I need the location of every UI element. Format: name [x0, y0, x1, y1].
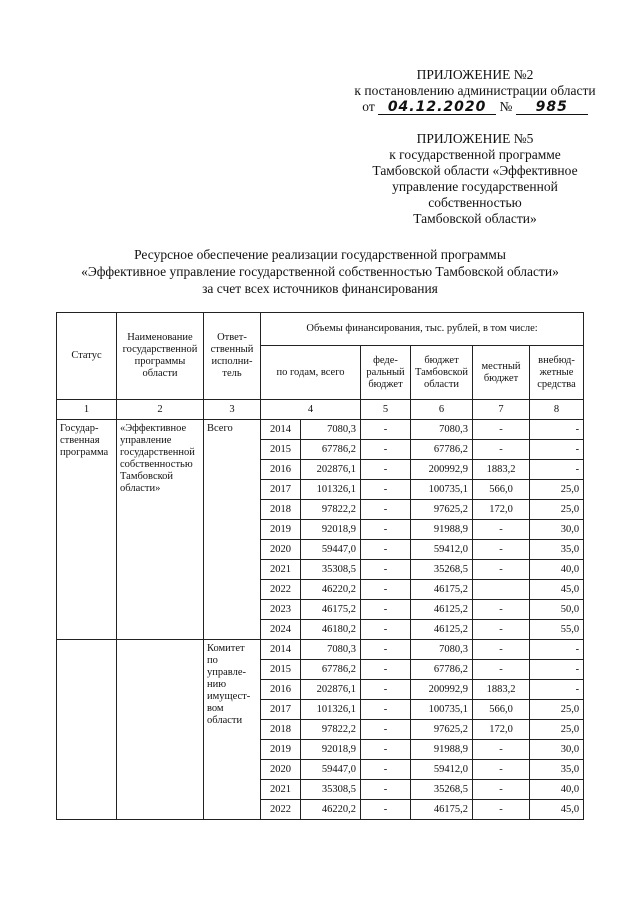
local-cell: - — [473, 520, 530, 540]
total-cell: 46175,2 — [301, 600, 361, 620]
title-line-3: за счет всех источников финансирования — [202, 281, 438, 296]
extra-cell: 25,0 — [530, 720, 584, 740]
year-cell: 2018 — [261, 500, 301, 520]
executor-cell: Комитет по управле- нию имущест- вом области — [204, 640, 261, 820]
total-cell: 7080,3 — [301, 640, 361, 660]
extra-cell: - — [530, 660, 584, 680]
regional-cell: 200992,9 — [411, 460, 473, 480]
appendix-5-header — [330, 131, 620, 227]
regional-cell: 200992,9 — [411, 680, 473, 700]
extra-cell: 25,0 — [530, 700, 584, 720]
extra-cell: - — [530, 420, 584, 440]
table-row — [57, 420, 584, 440]
col-number: 4 — [261, 400, 361, 420]
regional-cell: 46175,2 — [411, 580, 473, 600]
funding-table-body — [57, 420, 584, 820]
number-prefix: № — [499, 99, 513, 114]
regional-cell: 67786,2 — [411, 440, 473, 460]
federal-cell: - — [361, 760, 411, 780]
regional-cell: 35268,5 — [411, 560, 473, 580]
federal-cell: - — [361, 740, 411, 760]
total-cell: 46180,2 — [301, 620, 361, 640]
year-cell: 2024 — [261, 620, 301, 640]
local-cell: - — [473, 760, 530, 780]
year-cell: 2014 — [261, 640, 301, 660]
title-line-2: «Эффективное управление государственной собственностью Тамбовской области» — [81, 264, 559, 279]
status-cell: Государ- ственная программа — [57, 420, 117, 640]
local-cell: - — [473, 660, 530, 680]
regional-cell: 46125,2 — [411, 620, 473, 640]
extra-cell: 35,0 — [530, 540, 584, 560]
regional-cell: 46125,2 — [411, 600, 473, 620]
local-cell: - — [473, 620, 530, 640]
regional-cell: 100735,1 — [411, 700, 473, 720]
appendix-5-title: ПРИЛОЖЕНИЕ №5 — [416, 131, 534, 146]
year-cell: 2020 — [261, 760, 301, 780]
local-cell: - — [473, 780, 530, 800]
total-cell: 59447,0 — [301, 760, 361, 780]
column-numbers-row — [57, 400, 584, 420]
year-cell: 2015 — [261, 660, 301, 680]
appendix-2-title: ПРИЛОЖЕНИЕ №2 — [416, 67, 534, 82]
extra-cell: 45,0 — [530, 580, 584, 600]
header-executor: Ответ- ственный исполни- тель — [204, 313, 261, 400]
col-number: 8 — [530, 400, 584, 420]
total-cell: 7080,3 — [301, 420, 361, 440]
program-name-cell — [117, 640, 204, 820]
year-cell: 2021 — [261, 560, 301, 580]
local-cell — [473, 580, 530, 600]
extra-cell: - — [530, 680, 584, 700]
total-cell: 46220,2 — [301, 580, 361, 600]
extra-cell: 35,0 — [530, 760, 584, 780]
total-cell: 67786,2 — [301, 440, 361, 460]
regional-cell: 91988,9 — [411, 740, 473, 760]
federal-cell: - — [361, 640, 411, 660]
year-cell: 2017 — [261, 480, 301, 500]
federal-cell: - — [361, 460, 411, 480]
appendix-2-subtitle: к постановлению администрации области — [354, 83, 596, 98]
handwritten-date: 04.12.2020 — [378, 100, 496, 115]
federal-cell: - — [361, 680, 411, 700]
local-cell: 172,0 — [473, 720, 530, 740]
total-cell: 202876,1 — [301, 460, 361, 480]
federal-cell: - — [361, 480, 411, 500]
total-cell: 97822,2 — [301, 720, 361, 740]
local-cell: - — [473, 640, 530, 660]
federal-cell: - — [361, 700, 411, 720]
extra-cell: 25,0 — [530, 500, 584, 520]
federal-cell: - — [361, 420, 411, 440]
year-cell: 2019 — [261, 740, 301, 760]
document-title — [0, 246, 640, 297]
extra-cell: - — [530, 640, 584, 660]
regional-cell: 97625,2 — [411, 720, 473, 740]
year-cell: 2017 — [261, 700, 301, 720]
federal-cell: - — [361, 520, 411, 540]
local-cell: 1883,2 — [473, 680, 530, 700]
year-cell: 2016 — [261, 680, 301, 700]
regional-cell: 7080,3 — [411, 420, 473, 440]
regional-cell: 35268,5 — [411, 780, 473, 800]
header-federal-budget: феде- ральный бюджет — [361, 346, 411, 400]
local-cell: 1883,2 — [473, 460, 530, 480]
program-name-cell: «Эффективное управление государственной собственностью Тамбовской области» — [117, 420, 204, 640]
year-cell: 2020 — [261, 540, 301, 560]
year-cell: 2022 — [261, 800, 301, 820]
appendix-5-line3: Тамбовской области «Эффективное — [372, 163, 578, 178]
appendix-5-line4: управление государственной — [392, 179, 558, 194]
status-cell — [57, 640, 117, 820]
header-local-budget: местный бюджет — [473, 346, 530, 400]
extra-cell: 40,0 — [530, 560, 584, 580]
local-cell: 566,0 — [473, 480, 530, 500]
header-funding-volumes: Объемы финансирования, тыс. рублей, в том числе: — [261, 313, 584, 346]
year-cell: 2016 — [261, 460, 301, 480]
federal-cell: - — [361, 440, 411, 460]
header-program-name: Наименование государственной программы области — [117, 313, 204, 400]
appendix-2-header — [330, 67, 620, 115]
header-extra-budget: внебюд- жетные средства — [530, 346, 584, 400]
year-cell: 2014 — [261, 420, 301, 440]
local-cell: 566,0 — [473, 700, 530, 720]
regional-cell: 46175,2 — [411, 800, 473, 820]
table-row — [57, 640, 584, 660]
title-line-1: Ресурсное обеспечение реализации государственной программы — [134, 247, 506, 262]
total-cell: 101326,1 — [301, 700, 361, 720]
local-cell: - — [473, 740, 530, 760]
regional-cell: 100735,1 — [411, 480, 473, 500]
funding-table — [56, 312, 584, 820]
total-cell: 97822,2 — [301, 500, 361, 520]
year-cell: 2019 — [261, 520, 301, 540]
total-cell: 46220,2 — [301, 800, 361, 820]
local-cell: - — [473, 420, 530, 440]
total-cell: 101326,1 — [301, 480, 361, 500]
extra-cell: 25,0 — [530, 480, 584, 500]
federal-cell: - — [361, 540, 411, 560]
federal-cell: - — [361, 500, 411, 520]
appendix-5-line5: собственностью — [428, 195, 522, 210]
total-cell: 92018,9 — [301, 520, 361, 540]
federal-cell: - — [361, 600, 411, 620]
executor-cell: Всего — [204, 420, 261, 640]
federal-cell: - — [361, 580, 411, 600]
local-cell: - — [473, 600, 530, 620]
total-cell: 35308,5 — [301, 780, 361, 800]
regional-cell: 67786,2 — [411, 660, 473, 680]
extra-cell: 50,0 — [530, 600, 584, 620]
total-cell: 67786,2 — [301, 660, 361, 680]
local-cell: - — [473, 800, 530, 820]
local-cell: - — [473, 560, 530, 580]
total-cell: 92018,9 — [301, 740, 361, 760]
col-number: 5 — [361, 400, 411, 420]
header-status: Статус — [57, 313, 117, 400]
header-regional-budget: бюджет Тамбовской области — [411, 346, 473, 400]
federal-cell: - — [361, 620, 411, 640]
col-number: 2 — [117, 400, 204, 420]
year-cell: 2022 — [261, 580, 301, 600]
year-cell: 2023 — [261, 600, 301, 620]
federal-cell: - — [361, 780, 411, 800]
year-cell: 2021 — [261, 780, 301, 800]
extra-cell: 55,0 — [530, 620, 584, 640]
local-cell: - — [473, 440, 530, 460]
local-cell: - — [473, 540, 530, 560]
col-number: 6 — [411, 400, 473, 420]
extra-cell: - — [530, 460, 584, 480]
col-number: 1 — [57, 400, 117, 420]
extra-cell: 30,0 — [530, 520, 584, 540]
year-cell: 2015 — [261, 440, 301, 460]
total-cell: 202876,1 — [301, 680, 361, 700]
regional-cell: 7080,3 — [411, 640, 473, 660]
resolution-date-number — [330, 99, 620, 115]
federal-cell: - — [361, 800, 411, 820]
federal-cell: - — [361, 660, 411, 680]
local-cell: 172,0 — [473, 500, 530, 520]
appendix-5-line2: к государственной программе — [389, 147, 561, 162]
extra-cell: - — [530, 440, 584, 460]
extra-cell: 45,0 — [530, 800, 584, 820]
extra-cell: 40,0 — [530, 780, 584, 800]
regional-cell: 91988,9 — [411, 520, 473, 540]
handwritten-number: 985 — [516, 100, 588, 115]
total-cell: 35308,5 — [301, 560, 361, 580]
extra-cell: 30,0 — [530, 740, 584, 760]
federal-cell: - — [361, 720, 411, 740]
col-number: 7 — [473, 400, 530, 420]
appendix-5-line6: Тамбовской области» — [413, 211, 537, 226]
total-cell: 59447,0 — [301, 540, 361, 560]
regional-cell: 97625,2 — [411, 500, 473, 520]
from-prefix: от — [362, 99, 375, 114]
header-total-by-years: по годам, всего — [261, 346, 361, 400]
year-cell: 2018 — [261, 720, 301, 740]
regional-cell: 59412,0 — [411, 540, 473, 560]
federal-cell: - — [361, 560, 411, 580]
col-number: 3 — [204, 400, 261, 420]
regional-cell: 59412,0 — [411, 760, 473, 780]
